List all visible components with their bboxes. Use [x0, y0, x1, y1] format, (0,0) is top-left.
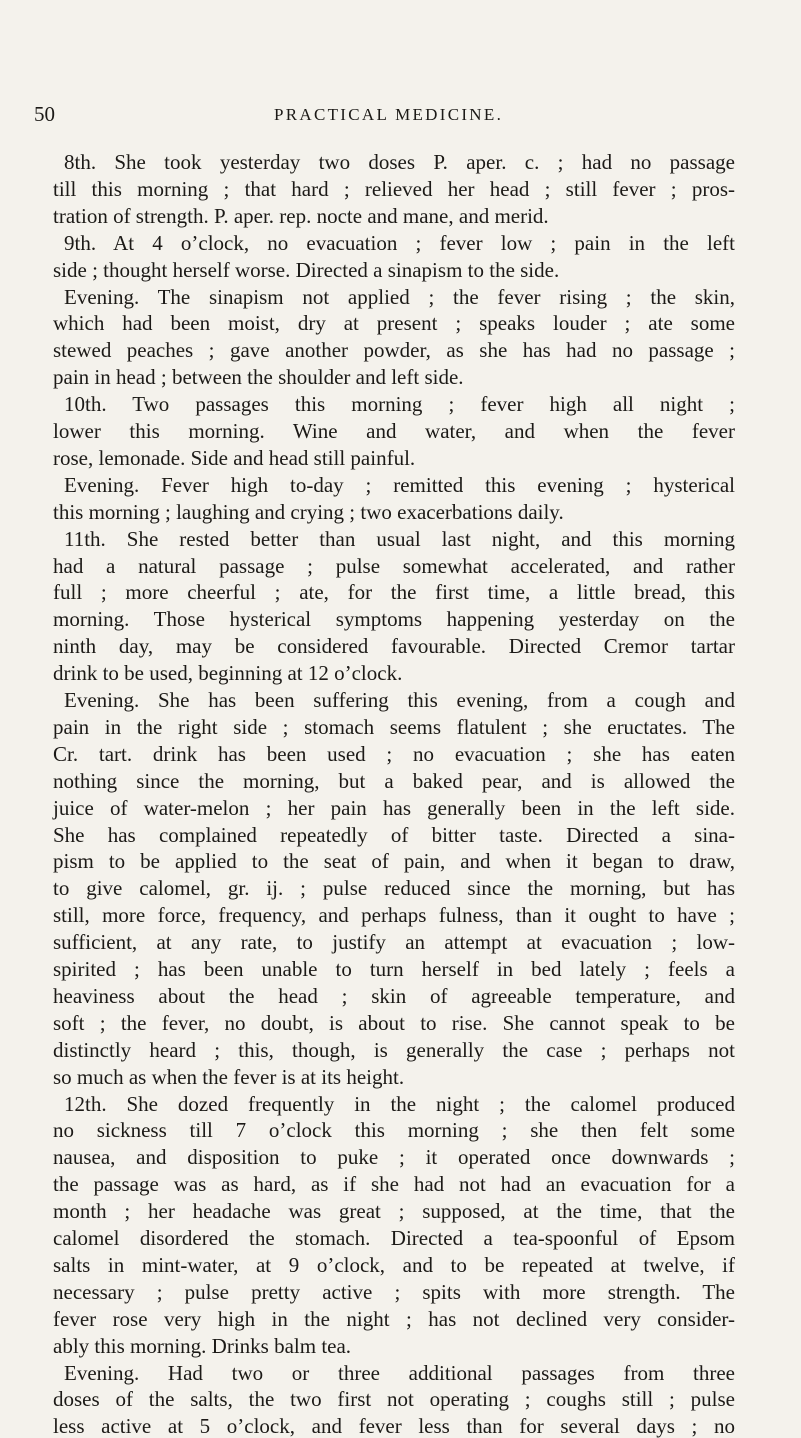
- text-line: less active at 5 o’clock, and fever less than for several days ; no: [53, 1414, 735, 1438]
- text-line: no sickness till 7 o’clock this morning ; she then felt some: [53, 1118, 735, 1143]
- text-line: month ; her headache was great ; supposed, at the time, that the: [53, 1199, 735, 1224]
- text-line: to give calomel, gr. ij. ; pulse reduced since the morning, but has: [53, 876, 735, 901]
- text-line: 9th. At 4 o’clock, no evacuation ; fever low ; pain in the left: [64, 230, 735, 255]
- text-line: 11th. She rested better than usual last night, and this morning: [64, 526, 735, 551]
- text-line: Evening. She has been suffering this evening, from a cough and: [64, 688, 735, 712]
- text-line: ably this morning. Drinks balm tea.: [53, 1333, 352, 1358]
- text-line: Cr. tart. drink has been used ; no evacuation ; she has eaten: [53, 741, 735, 766]
- text-line: salts in mint-water, at 9 o’clock, and to be repeated at twelve, if: [53, 1252, 735, 1277]
- text-line: morning. Those hysterical symptoms happening yesterday on the: [53, 607, 735, 632]
- text-line: till this morning ; that hard ; relieved her head ; still fever ; pros-: [53, 176, 735, 201]
- text-line: necessary ; pulse pretty active ; spits with more strength. The: [53, 1279, 735, 1304]
- running-head: PRACTICAL MEDICINE.: [274, 105, 504, 124]
- text-line: doses of the salts, the two first not operating ; coughs still ; pulse: [53, 1387, 735, 1412]
- text-line: fever rose very high in the night ; has not declined very consider-: [53, 1306, 735, 1331]
- page-number: 50: [34, 102, 55, 126]
- text-line: juice of water-melon ; her pain has generally been in the left side.: [53, 795, 735, 820]
- text-line: Evening. Had two or three additional passages from three: [64, 1360, 735, 1385]
- text-line: had a natural passage ; pulse somewhat accelerated, and rather: [53, 553, 735, 578]
- text-line: calomel disordered the stomach. Directed a tea-spoonful of Epsom: [53, 1226, 735, 1250]
- text-line: side ; thought herself worse. Directed a sinapism to the side.: [53, 257, 560, 282]
- text-line: tration of strength. P. aper. rep. nocte and mane, and merid.: [53, 203, 549, 228]
- text-line: heaviness about the head ; skin of agreeable temperature, and: [53, 983, 735, 1008]
- text-line: full ; more cheerful ; ate, for the first time, a little bread, this: [53, 580, 735, 605]
- text-line: pain in head ; between the shoulder and left side.: [53, 365, 464, 390]
- text-line: so much as when the fever is at its height.: [53, 1064, 405, 1089]
- text-line: sufficient, at any rate, to justify an attempt at evacuation ; low-: [53, 930, 735, 955]
- text-line: still, more force, frequency, and perhaps fulness, than it ought to have ;: [53, 903, 735, 928]
- text-line: nothing since the morning, but a baked pear, and is allowed the: [53, 768, 735, 793]
- text-line: pain in the right side ; stomach seems flatulent ; she eructates. The: [53, 714, 735, 739]
- text-line: 10th. Two passages this morning ; fever high all night ;: [64, 392, 735, 417]
- text-line: 12th. She dozed frequently in the night ; the calomel produced: [64, 1091, 735, 1116]
- text-line: which had been moist, dry at present ; speaks louder ; ate some: [53, 311, 735, 336]
- text-line: ninth day, may be considered favourable. Directed Cremor tartar: [53, 634, 735, 659]
- text-line: Evening. Fever high to-day ; remitted this evening ; hysterical: [64, 472, 735, 497]
- text-line: lower this morning. Wine and water, and when the fever: [53, 419, 735, 443]
- text-line: this morning ; laughing and crying ; two exacerbations daily.: [53, 499, 564, 524]
- text-line: nausea, and disposition to puke ; it operated once downwards ;: [53, 1145, 735, 1170]
- page-header: [34, 100, 734, 130]
- text-line: She has complained repeatedly of bitter taste. Directed a sina-: [53, 822, 735, 847]
- text-line: 8th. She took yesterday two doses P. aper. c. ; had no passage: [64, 150, 735, 174]
- text-line: distinctly heard ; this, though, is generally the case ; perhaps not: [53, 1037, 735, 1062]
- text-line: soft ; the fever, no doubt, is about to rise. She cannot speak to be: [53, 1010, 735, 1035]
- text-line: rose, lemonade. Side and head still painful.: [53, 445, 416, 470]
- text-line: the passage was as hard, as if she had not had an evacuation for a: [53, 1172, 735, 1197]
- text-line: Evening. The sinapism not applied ; the fever rising ; the skin,: [64, 284, 735, 309]
- text-line: stewed peaches ; gave another powder, as she has had no passage ;: [53, 338, 735, 363]
- text-line: pism to be applied to the seat of pain, and when it began to draw,: [53, 849, 735, 874]
- text-line: drink to be used, beginning at 12 o’clock.: [53, 661, 403, 686]
- text-line: spirited ; has been unable to turn herself in bed lately ; feels a: [53, 957, 735, 981]
